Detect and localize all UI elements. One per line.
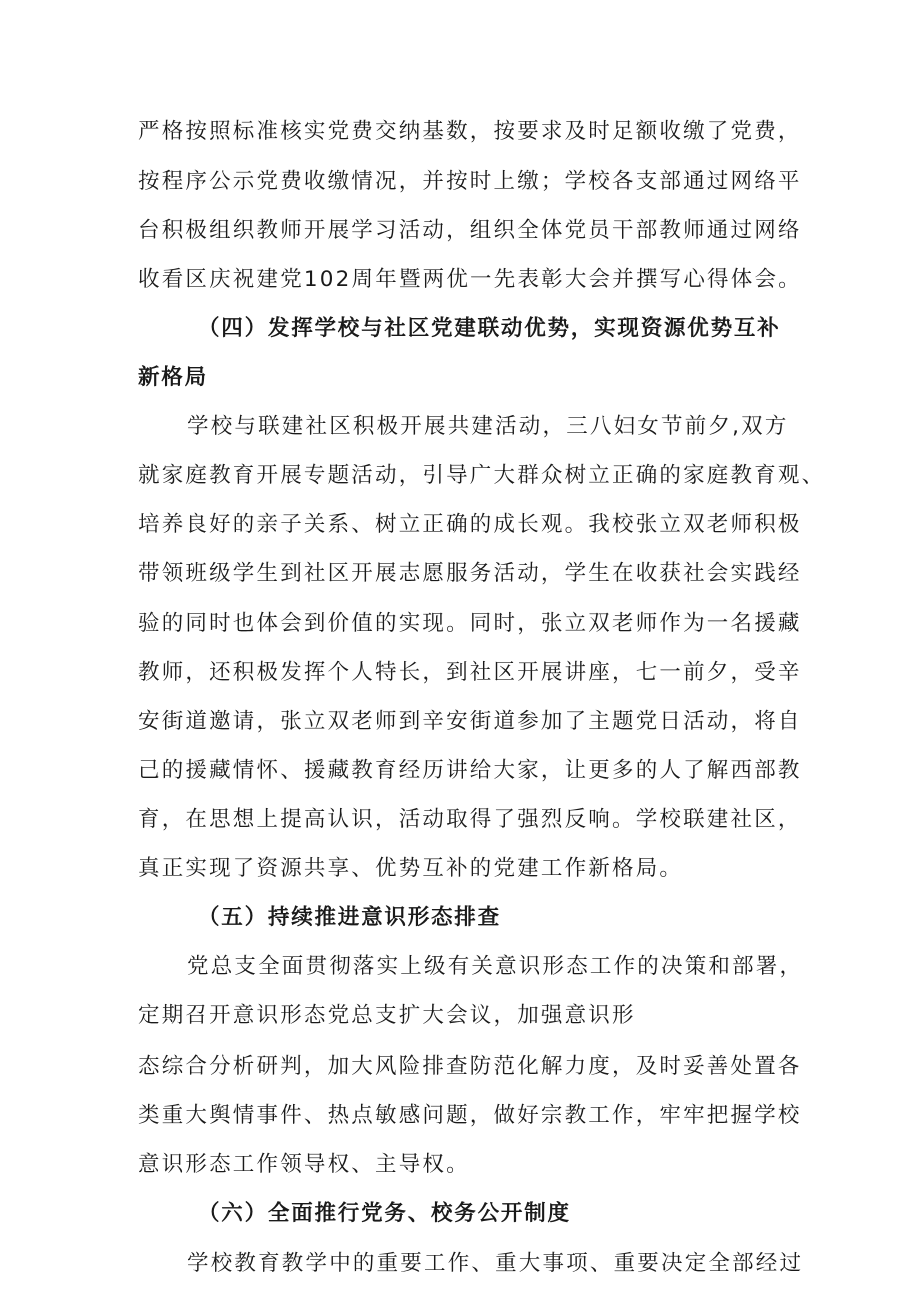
paragraph-3-line xyxy=(0,1096,920,1136)
text-line: 教师，还积极发挥个人特长，到社区开展讲座，七一前夕，受辛 xyxy=(138,660,802,685)
text-line: 培养良好的亲子关系、树立正确的成长观。我校张立双老师积极 xyxy=(138,512,802,537)
paragraph-2-line xyxy=(0,604,920,644)
paragraph-2-line xyxy=(0,456,920,496)
text-line: 就家庭教育开展专题活动，引导广大群众树立正确的家庭教育观、 xyxy=(138,463,826,488)
paragraph-1-line xyxy=(0,162,920,202)
heading-text: （五）持续推进意识形态排查 xyxy=(198,905,501,930)
text-line: 类重大舆情事件、热点敏感问题，做好宗教工作，牢牢把握学校 xyxy=(138,1103,802,1128)
text-line: 学校教育教学中的重要工作、重大事项、重要决定全部经过 xyxy=(187,1251,804,1276)
text-line: 己的援藏情怀、援藏教育经历讲给大家，让更多的人了解西部教 xyxy=(138,758,802,783)
text-line: 定期召开意识形态党总支扩大会议，加强意识形 xyxy=(138,1003,636,1028)
paragraph-3-line xyxy=(0,947,920,987)
paragraph-2-line xyxy=(0,702,920,742)
text-line: 学校与联建社区积极开展共建活动，三八妇女节前夕,双方 xyxy=(187,414,789,439)
paragraph-2-line xyxy=(0,407,920,447)
text-line: 意识形态工作领导权、主导权。 xyxy=(138,1152,470,1177)
text-line: 台积极组织教师开展学习活动，组织全体党员干部教师通过网络 xyxy=(138,218,802,243)
text-line: 按程序公示党费收缴情况，并按时上缴；学校各支部通过网络平 xyxy=(138,169,802,194)
text-line: 严格按照标准核实党费交纳基数，按要求及时足额收缴了党费， xyxy=(138,119,802,144)
paragraph-1-line xyxy=(0,112,920,152)
paragraph-2-line xyxy=(0,554,920,594)
paragraph-3-line xyxy=(0,1145,920,1185)
text-line: 安街道邀请，张立双老师到辛安街道参加了主题党日活动，将自 xyxy=(138,709,802,734)
heading-text: （六）全面推行党务、校务公开制度 xyxy=(198,1201,571,1226)
text-line: 育，在思想上提高认识，活动取得了强烈反响。学校联建社区， xyxy=(138,807,802,832)
paragraph-3-line xyxy=(0,1047,920,1087)
paragraph-2-line xyxy=(0,849,920,889)
section-heading-6 xyxy=(0,1194,920,1234)
text-line: 收看区庆祝建党102周年暨两优一先表彰大会并撰写心得体会。 xyxy=(138,267,802,292)
paragraph-2-line xyxy=(0,505,920,545)
heading-text: （四）发挥学校与社区党建联动优势，实现资源优势互补 xyxy=(198,316,781,341)
paragraph-3-line xyxy=(0,996,920,1036)
section-heading-4-continued xyxy=(0,358,920,398)
text-line: 态综合分析研判，加大风险排查防范化解力度，及时妥善处置各 xyxy=(138,1054,802,1079)
paragraph-4-line xyxy=(0,1244,920,1284)
text-line: 党总支全面贯彻落实上级有关意识形态工作的决策和部署， xyxy=(187,954,804,979)
paragraph-2-line xyxy=(0,800,920,840)
paragraph-1-line xyxy=(0,260,920,300)
heading-text: 新格局 xyxy=(138,365,208,390)
paragraph-1-line xyxy=(0,211,920,251)
text-line: 验的同时也体会到价值的实现。同时，张立双老师作为一名援藏 xyxy=(138,611,802,636)
text-line: 带领班级学生到社区开展志愿服务活动，学生在收获社会实践经 xyxy=(138,561,802,586)
section-heading-5 xyxy=(0,898,920,938)
text-line: 真正实现了资源共享、优势互补的党建工作新格局。 xyxy=(138,856,684,881)
paragraph-2-line xyxy=(0,653,920,693)
section-heading-4 xyxy=(0,309,920,349)
paragraph-2-line xyxy=(0,751,920,791)
